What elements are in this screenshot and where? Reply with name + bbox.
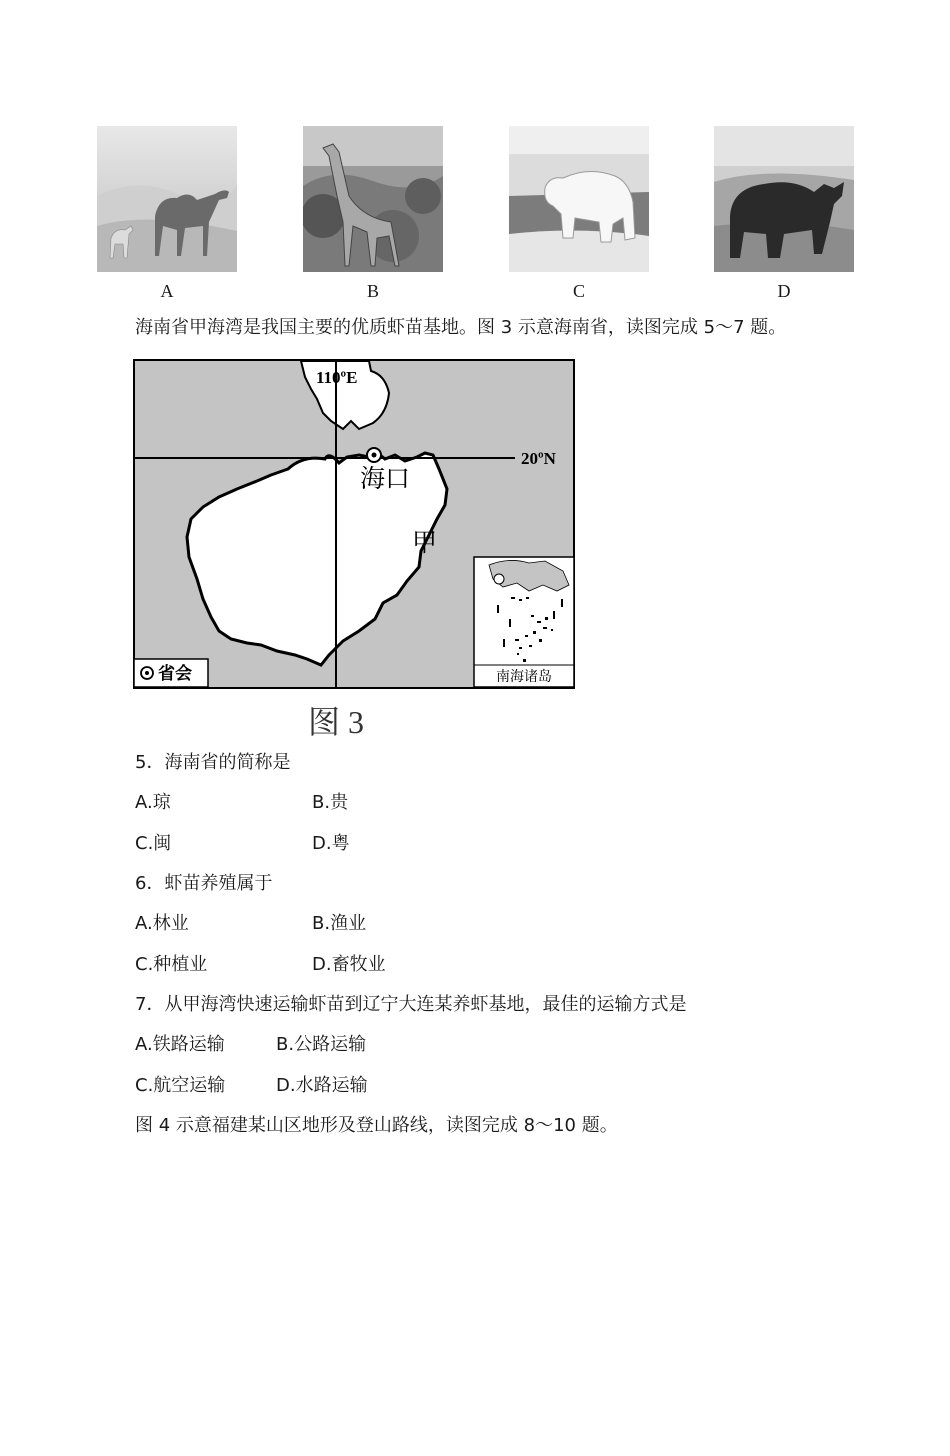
q7-option-b: B.公路运输 [276, 1034, 367, 1055]
q5-option-c: C.闽 [135, 833, 172, 854]
q7-option-a: A.铁路运输 [135, 1034, 225, 1055]
q7-option-d: D.水路运输 [276, 1075, 368, 1096]
option-label-c: C [572, 281, 585, 301]
option-label-a: A [160, 281, 174, 301]
q5-option-a: A.琼 [135, 792, 171, 813]
q6-option-a: A.林业 [135, 913, 189, 934]
intro-text-q8-10: 图 4 示意福建某山区地形及登山路线，读图完成 8～10 题。 [135, 1115, 618, 1136]
q7-option-c: C.航空运输 [135, 1075, 226, 1096]
latitude-label: 20ºN [521, 449, 556, 468]
polar-bear-photo [509, 126, 649, 272]
bay-label: 甲 [412, 528, 438, 557]
question-5-stem: 5．海南省的简称是 [135, 752, 291, 773]
giraffe-photo [303, 126, 443, 272]
legend-label: 省会 [158, 664, 192, 684]
inset-label: 南海诸岛 [496, 669, 552, 685]
q6-option-c: C.种植业 [135, 954, 208, 975]
option-label-b: B [366, 281, 379, 301]
q6-option-b: B.渔业 [312, 913, 367, 934]
camel-photo [97, 126, 237, 272]
longitude-label: 110ºE [316, 368, 358, 387]
capital-label: 海口 [360, 464, 411, 493]
intro-text: 海南省甲海湾是我国主要的优质虾苗基地。图 3 示意海南省，读图完成 5～7 题。 [135, 317, 787, 338]
question-7-stem: 7．从甲海湾快速运输虾苗到辽宁大连某养虾基地，最佳的运输方式是 [135, 994, 687, 1015]
hainan-map [133, 359, 575, 689]
question-6-stem: 6．虾苗养殖属于 [135, 873, 273, 894]
q5-option-d: D.粤 [312, 833, 350, 854]
q5-option-b: B.贵 [312, 792, 349, 813]
yak-photo [714, 126, 854, 272]
option-label-d: D [777, 281, 791, 301]
q6-option-d: D.畜牧业 [312, 954, 386, 975]
figure-caption: 图 3 [308, 704, 365, 740]
